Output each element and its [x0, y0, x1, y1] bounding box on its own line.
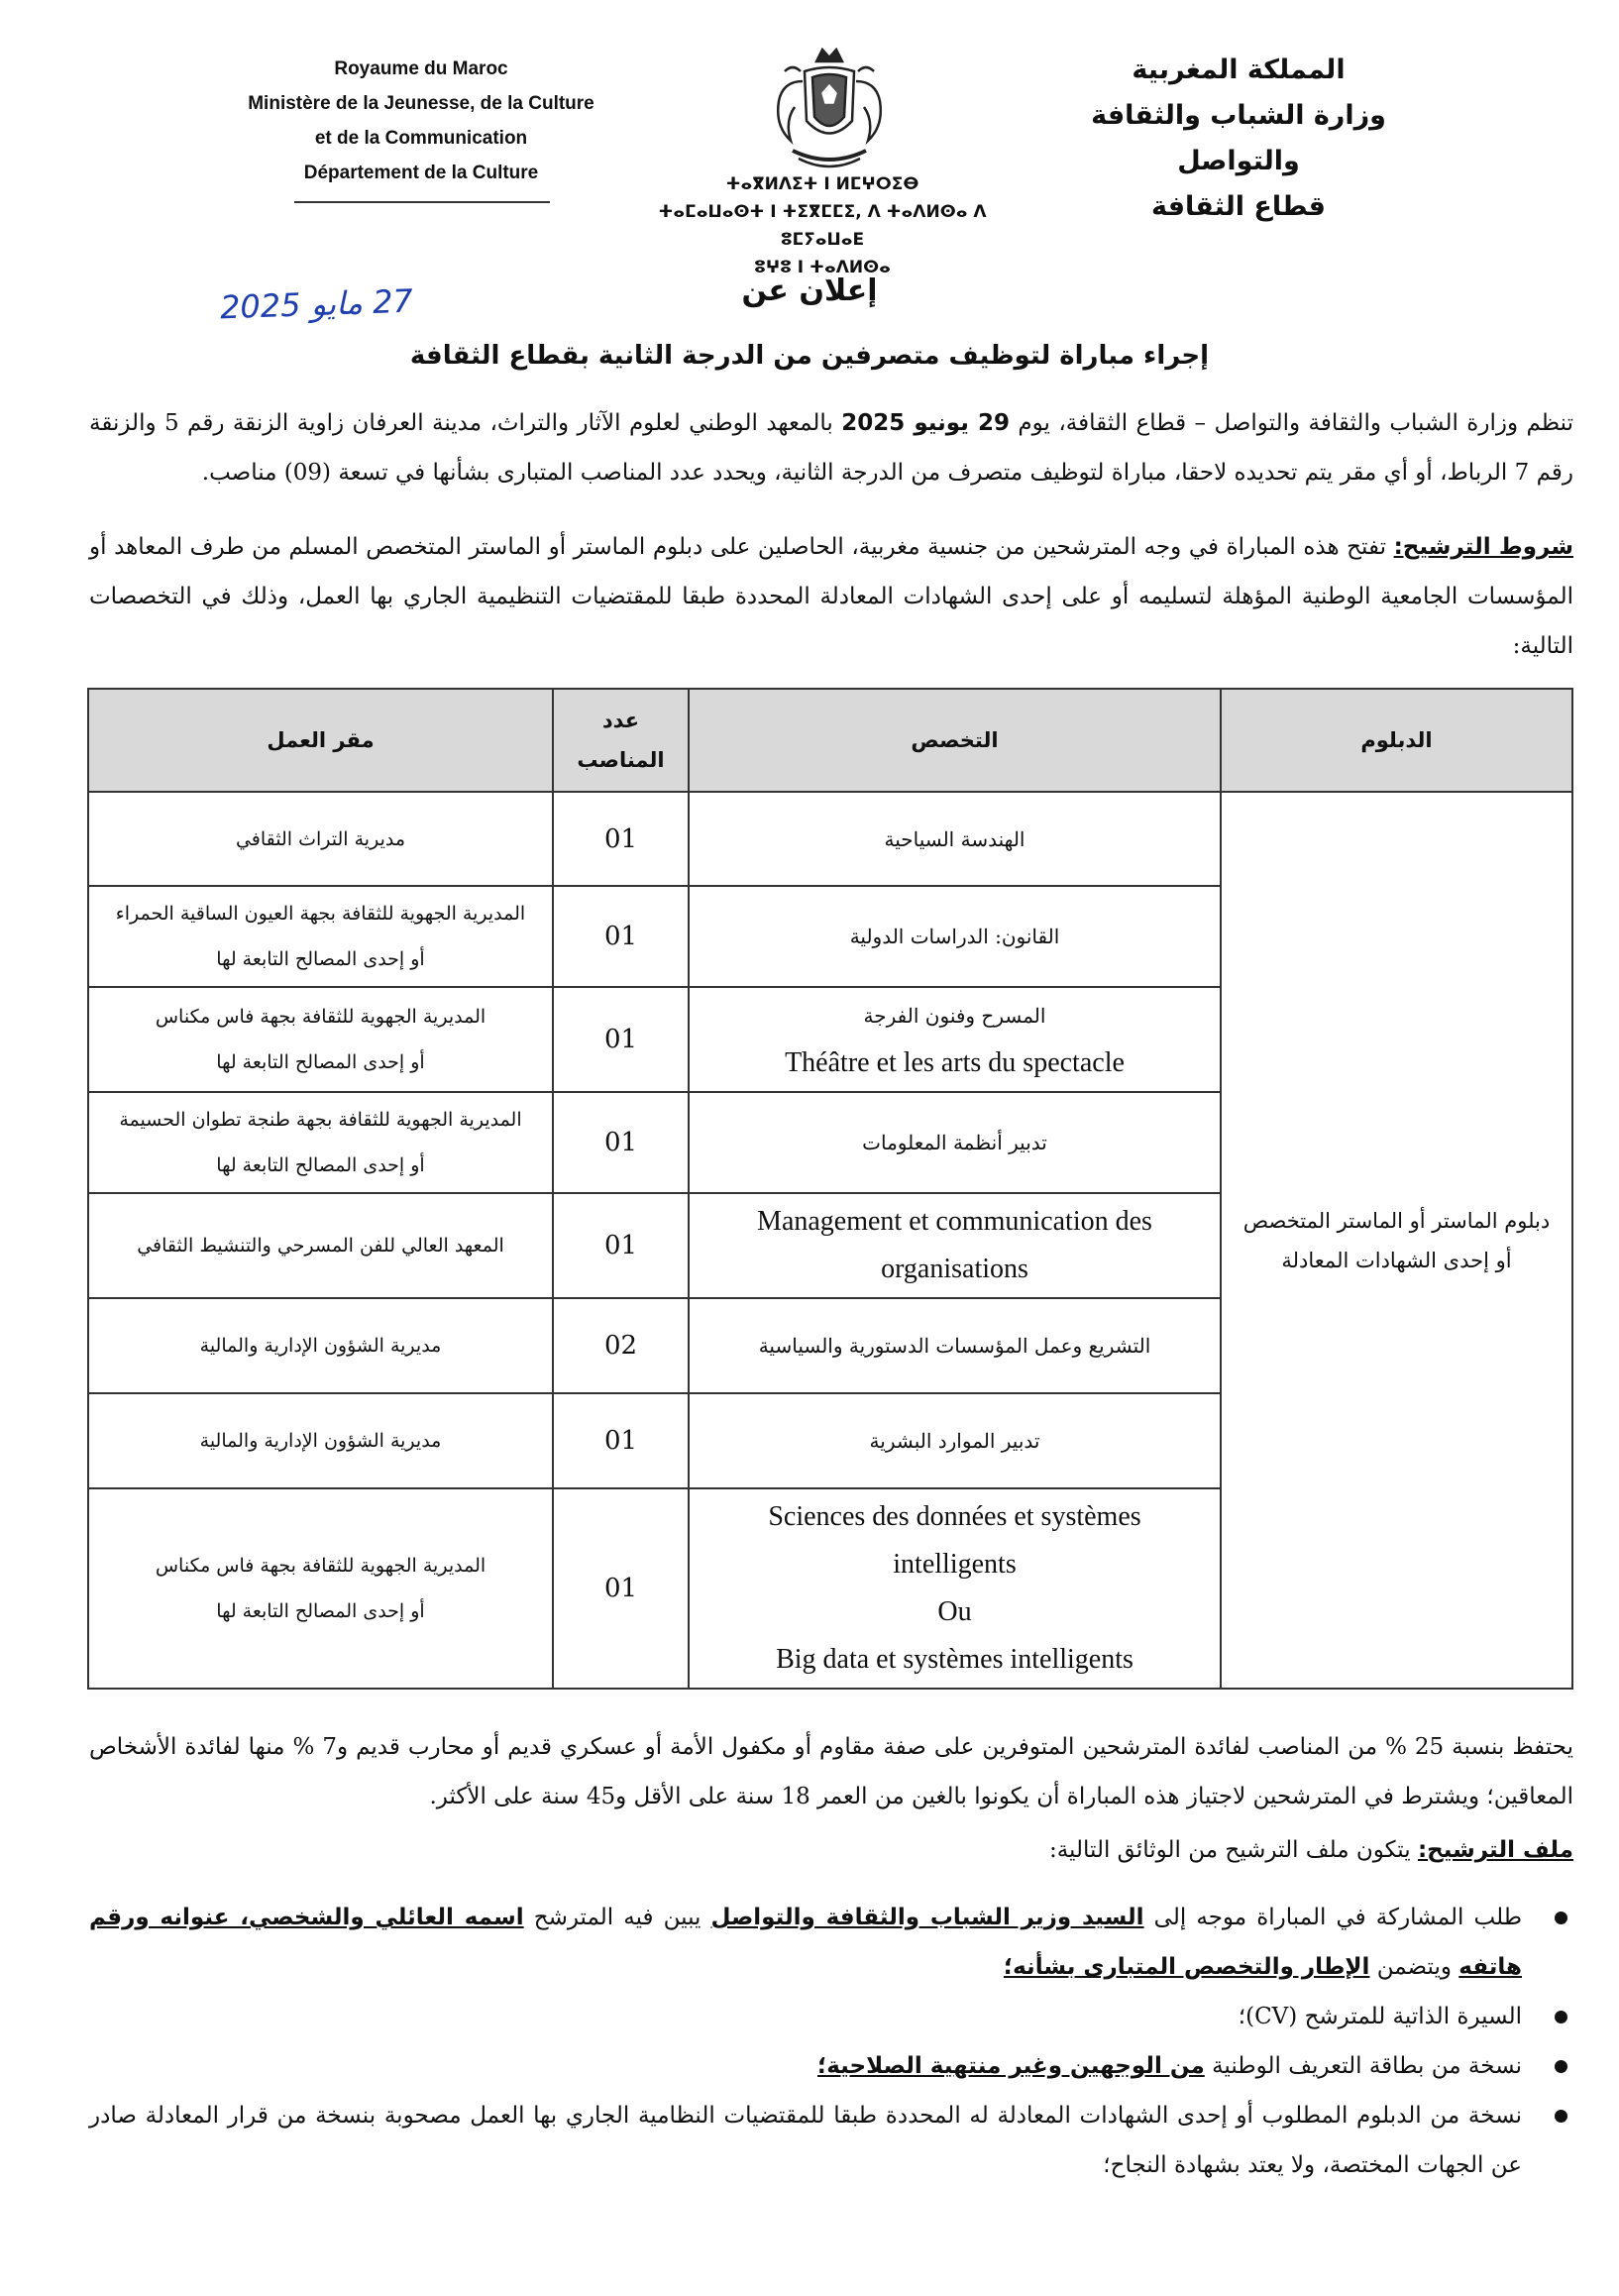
location-line: مديرية الشؤون الإدارية والمالية — [199, 1430, 442, 1452]
header-french — [223, 52, 619, 190]
doc-emphasis: الإطار والتخصص المتبارى بشأنه؛ — [1003, 1954, 1370, 1980]
doc-emphasis: السيد وزير الشباب والثقافة والتواصل — [710, 1905, 1144, 1930]
specialty-line-fr: Big data et systèmes intelligents — [776, 1644, 1133, 1675]
positions-count: 01 — [553, 1488, 689, 1689]
list-item — [89, 2091, 1573, 2190]
location-cell — [88, 1488, 553, 1689]
conditions-paragraph — [89, 522, 1573, 671]
location-line: أو إحدى المصالح التابعة لها — [216, 1051, 425, 1073]
table-header-row — [88, 689, 1572, 792]
file-paragraph — [89, 1825, 1573, 1875]
handwritten-date: 27 مايو 2025 — [219, 281, 414, 327]
tifinagh-line: ⵜⴰⵎⴰⵡⴰⵙⵜ ⵏ ⵜⵉⴳⵎⵎⵉ, ⴷ ⵜⴰⴷⵍⵙⴰ ⴷ ⵓⵎⵢⴰⵡⴰⴹ — [658, 202, 987, 250]
announcement-subject: إجراء مباراة لتوظيف متصرفين من الدرجة الثانية بقطاع الثقافة — [409, 341, 1210, 371]
coat-of-arms-icon — [765, 42, 894, 185]
documents-list — [89, 1893, 1573, 2190]
positions-count: 01 — [553, 1193, 689, 1298]
header-fr-line: Département de la Culture — [303, 163, 539, 183]
location-line: المديرية الجهوية للثقافة بجهة فاس مكناس — [155, 1006, 486, 1028]
location-cell — [88, 1193, 553, 1298]
table-row — [88, 792, 1572, 886]
specialty-line-fr: Sciences des données et systèmes — [768, 1501, 1141, 1532]
header-divider — [294, 201, 550, 203]
col-header-specialty: التخصص — [689, 689, 1221, 792]
location-line: المديرية الجهوية للثقافة بجهة فاس مكناس — [155, 1555, 486, 1577]
bullet-icon — [1555, 2060, 1567, 2073]
location-line: المديرية الجهوية للثقافة بجهة طنجة تطوان الحسيمة — [119, 1109, 522, 1131]
intro-text: بالمعهد الوطني لعلوم الآثار والتراث، مدينة العرفان زاوية الزنقة رقم 5 والزنقة رقم 7 الرباط، أو أي مقر يتم تحديده لاحقا، مباراة لتوظيف متصرف من الدرجة الثانية، ويحدد عدد المناصب المتبارى بشأنها في تسعة (09) مناصب. — [89, 410, 1573, 486]
location-cell — [88, 1092, 553, 1193]
specialty-cell: تدبير أنظمة المعلومات — [689, 1092, 1221, 1193]
doc-emphasis: اسمه العائلي والشخصي، عنوانه ورقم هاتفه — [89, 1905, 1522, 1980]
header-ar-line: وزارة الشباب والثقافة — [1091, 100, 1386, 131]
reserved-quota-paragraph: يحتفظ بنسبة 25 % من المناصب لفائدة المترشحين المتوفرين على صفة مقاوم أو مكفول الأمة أو عسكري قديم أو محارب قديم و7 % منها لفائدة الأشخاص المعاقين؛ ويشترط في المترشحين لاجتياز هذه المباراة أن يكونوا بالغين من العمر 18 سنة على الأقل و45 سنة على الأكثر. — [89, 1734, 1573, 1809]
location-cell — [88, 1393, 553, 1488]
diploma-cell — [1221, 792, 1572, 1689]
location-line: أو إحدى المصالح التابعة لها — [216, 1600, 425, 1622]
tifinagh-line: ⵜⴰⴳⵍⴷⵉⵜ ⵏ ⵍⵎⵖⵔⵉⴱ — [725, 174, 919, 194]
file-label: ملف الترشيح: — [1417, 1837, 1573, 1863]
specialty-cell — [689, 987, 1221, 1092]
bullet-icon — [1555, 2011, 1567, 2023]
header-fr-line: Ministère de la Jeunesse, de la Culture — [248, 93, 594, 114]
doc-text: ويتضمن — [1369, 1954, 1459, 1980]
list-item — [89, 1992, 1573, 2041]
list-item — [89, 2041, 1573, 2091]
intro-text: تنظم وزارة الشباب والثقافة والتواصل – قطاع الثقافة، يوم — [1010, 410, 1573, 436]
bullet-icon — [1555, 2110, 1567, 2123]
diploma-line: دبلوم الماستر أو الماستر المتخصص — [1242, 1208, 1551, 1233]
header-arabic — [1040, 48, 1437, 230]
specialty-line-fr: Management et communication des — [757, 1206, 1152, 1237]
announcement-title: إعلان عن — [741, 273, 878, 308]
positions-count: 01 — [553, 886, 689, 987]
header-ar-line: والتواصل — [1177, 146, 1300, 176]
doc-text: يبين فيه المترشح — [523, 1905, 711, 1930]
location-line: أو إحدى المصالح التابعة لها — [216, 948, 425, 970]
col-header-positions-line: عدد — [601, 709, 640, 732]
specialty-cell: التشريع وعمل المؤسسات الدستورية والسياسية — [689, 1298, 1221, 1393]
conditions-text: تفتح هذه المباراة في وجه المترشحين من جنسية مغربية، الحاصلين على دبلوم الماستر أو الماستر المتخصص المسلم من طرف المعاهد أو المؤسسات الجامعية الوطنية المؤهلة لتسليمه أو على إحدى الشهادات المعادلة المحددة طبقا للمقتضيات التنظيمية الجاري بها العمل، وذلك في التخصصات التالية: — [89, 534, 1573, 659]
positions-count: 01 — [553, 1393, 689, 1488]
doc-text: نسخة من بطاقة التعريف الوطنية — [1204, 2053, 1522, 2079]
specialty-line-fr: Théâtre et les arts du spectacle — [785, 1047, 1125, 1078]
location-cell — [88, 886, 553, 987]
intro-paragraph — [89, 398, 1573, 497]
positions-count: 01 — [553, 1092, 689, 1193]
col-header-location: مقر العمل — [88, 689, 553, 792]
col-header-diploma: الدبلوم — [1221, 689, 1572, 792]
specialty-cell: تدبير الموارد البشرية — [689, 1393, 1221, 1488]
tifinagh-line: ⵓⵖⵓ ⵏ ⵜⴰⴷⵍⵙⴰ — [754, 258, 891, 277]
specialty-line-fr: intelligents — [893, 1549, 1017, 1580]
location-cell — [88, 792, 553, 886]
header-ar-line: قطاع الثقافة — [1150, 191, 1326, 222]
doc-text: السيرة الذاتية للمترشح (CV)؛ — [1238, 2004, 1522, 2029]
conditions-label: شروط الترشيح: — [1393, 534, 1573, 560]
doc-text: نسخة من الدبلوم المطلوب أو إحدى الشهادات المعادلة له المحددة طبقا للمقتضيات النظامية الجاري بها العمل مصحوبة بنسخة من قرار المعادلة صادر عن الجهات المختصة، ولا يعتد بشهادة النجاح؛ — [89, 2103, 1522, 2178]
positions-count: 01 — [553, 987, 689, 1092]
col-header-positions — [553, 689, 689, 792]
diploma-line: أو إحدى الشهادات المعادلة — [1281, 1248, 1512, 1272]
specialty-line: المسرح وفنون الفرجة — [863, 1004, 1046, 1028]
exam-date: 29 يونيو 2025 — [841, 410, 1010, 436]
specialty-cell — [689, 1488, 1221, 1689]
location-cell — [88, 1298, 553, 1393]
specialty-line-fr: organisations — [881, 1254, 1028, 1284]
header-tifinagh — [634, 170, 1011, 281]
header-fr-line: Royaume du Maroc — [334, 58, 508, 79]
specialty-cell: الهندسة السياحية — [689, 792, 1221, 886]
location-line: مديرية التراث الثقافي — [235, 827, 406, 850]
doc-text: طلب المشاركة في المباراة موجه إلى — [1143, 1905, 1523, 1930]
col-header-positions-line: المناصب — [577, 748, 665, 772]
positions-count: 02 — [553, 1298, 689, 1393]
positions-table — [87, 688, 1573, 1690]
bullet-icon — [1555, 1912, 1567, 1924]
location-line: المديرية الجهوية للثقافة بجهة العيون الساقية الحمراء — [115, 903, 526, 925]
location-cell — [88, 987, 553, 1092]
specialty-cell: القانون: الدراسات الدولية — [689, 886, 1221, 987]
location-line: مديرية الشؤون الإدارية والمالية — [199, 1335, 442, 1357]
location-line: المعهد العالي للفن المسرحي والتنشيط الثقافي — [137, 1235, 504, 1257]
location-line: أو إحدى المصالح التابعة لها — [216, 1154, 425, 1176]
specialty-line-fr: Ou — [937, 1596, 972, 1627]
header-fr-line: et de la Communication — [314, 128, 528, 149]
specialty-cell — [689, 1193, 1221, 1298]
file-text: يتكون ملف الترشيح من الوثائق التالية: — [1048, 1837, 1418, 1863]
header-ar-line: المملكة المغربية — [1132, 55, 1346, 85]
doc-emphasis: من الوجهين وغير منتهية الصلاحية؛ — [817, 2053, 1205, 2079]
list-item — [89, 1893, 1573, 1992]
positions-count: 01 — [553, 792, 689, 886]
